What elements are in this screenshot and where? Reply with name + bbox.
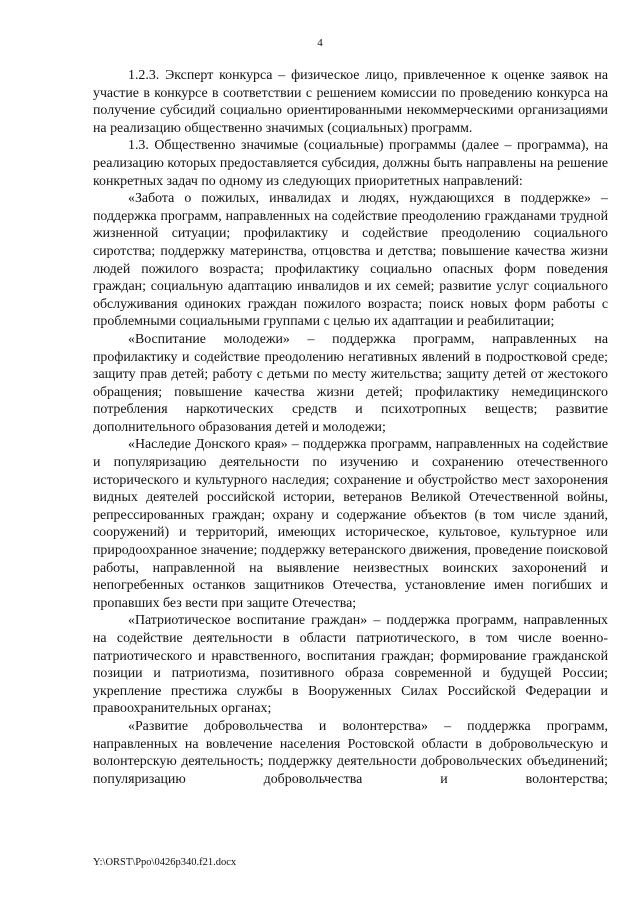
paragraph-care-elderly: «Забота о пожилых, инвалидах и людях, нуждающихся в поддержке» – поддержка программ, направленных на содействие преодолению гражданами трудной жизненной ситуации; профилактику и содействие преодолению социального сиротства; поддержку материнства, отцовства и детства; повышение качества жизни людей пожилого возраста; профилактику социально опасных форм поведения граждан; социальную адаптацию инвалидов и их семей; развитие услуг социального обслуживания одиноких граждан пожилого возраста; поиск новых форм работы с проблемными социальными группами с целью их адаптации и реабилитации; xyxy=(93,191,608,330)
paragraph-volunteering: «Развитие добровольчества и волонтерства» – поддержка программ, направленных на вовлечение населения Ростовской области в добровольческую и волонтерскую деятельность; поддержку деятельности добровольческих объединений; популяризацию добровольчества и волонтерства; xyxy=(93,718,608,787)
page-number: 4 xyxy=(317,37,323,49)
paragraph-programs-definition: 1.3. Общественно значимые (социальные) программы (далее – программа), на реализацию которых предоставляется субсидия, должны быть направлены на решение конкретных задач по одному из следующих приоритетных направлений: xyxy=(93,138,608,189)
footer-file-path: Y:\ORST\Ppo\0426p340.f21.docx xyxy=(93,857,237,868)
paragraph-patriotic-education: «Патриотическое воспитание граждан» – поддержка программ, направленных на содействие деятельности в области патриотического, в том числе военно-патриотического и нравственного, воспитания граждан; формирование гражданской позиции и патриотизма, позитивного образа современной и будущей России; укрепление престижа службы в Вооруженных Силах Российской Федерации и правоохранительных органах; xyxy=(93,613,608,717)
paragraph-don-heritage: «Наследие Донского края» – поддержка программ, направленных на содействие и популяризацию деятельности по изучению и сохранению отечественного исторического и культурного наследия; сохранение и обустройство мест захоронения видных деятелей российской истории, ветеранов Великой Отечественной войны, репрессированных граждан; охрану и содержание объектов (в том числе зданий, сооружений) и территорий, имеющих историческое, культовое, культурное или природоохранное значение; поддержку ветеранского движения, проведение поисковой работы, направленной на выявление неизвестных воинских захоронений и непогребенных останков защитников Отечества, установление имен погибших и пропавших без вести при защите Отечества; xyxy=(93,437,608,611)
document-body xyxy=(93,67,608,788)
paragraph-youth-education: «Воспитание молодежи» – поддержка программ, направленных на профилактику и содействие преодолению негативных явлений в подростковой среде; защиту прав детей; работу с детьми по месту жительства; защиту детей от жестокого обращения; повышение качества жизни детей; профилактику немедицинского потребления наркотических средств и психотропных веществ; развитие дополнительного образования детей и молодежи; xyxy=(93,331,608,435)
paragraph-expert-definition: 1.2.3. Эксперт конкурса – физическое лицо, привлеченное к оценке заявок на участие в конкурсе в соответствии с решением комиссии по проведению конкурса на получение субсидий социально ориентированными некоммерческими организациями на реализацию общественно значимых (социальных) программ. xyxy=(93,68,608,136)
